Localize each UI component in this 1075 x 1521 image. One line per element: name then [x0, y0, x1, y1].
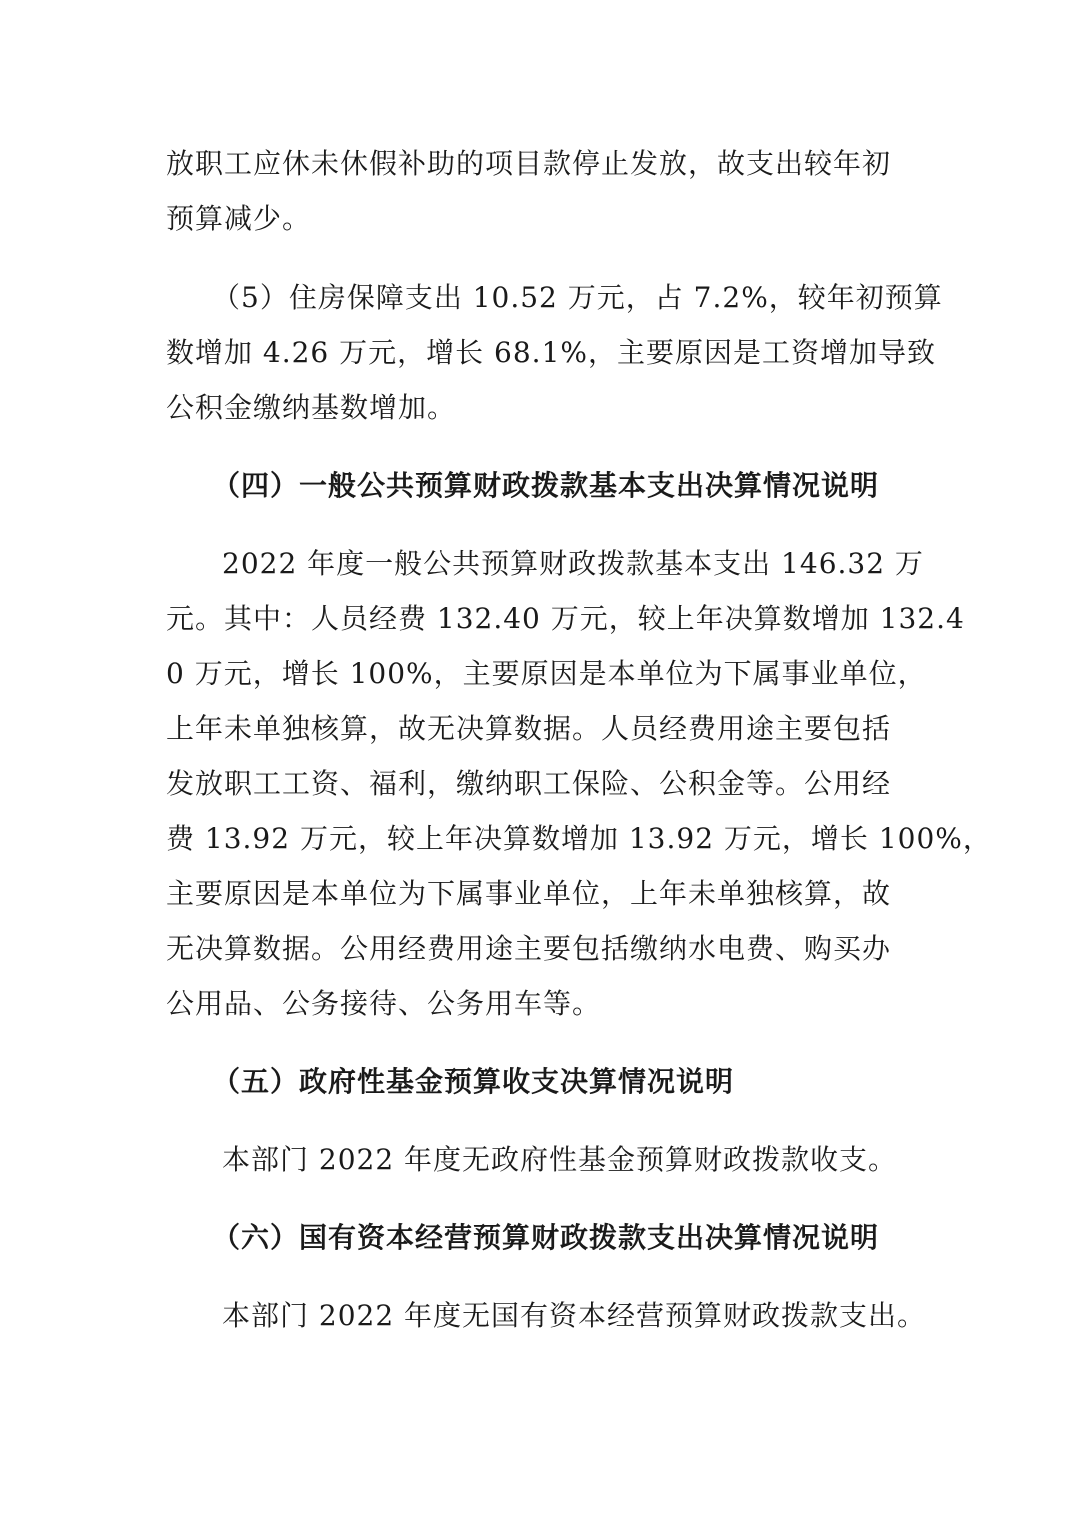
paragraph-line: 公积金缴纳基数增加。 [166, 391, 457, 424]
paragraph-line: 预算减少。 [166, 202, 312, 235]
paragraph-line: 本部门 2022 年度无政府性基金预算财政拨款收支。 [222, 1143, 898, 1176]
section-heading-4: （四）一般公共预算财政拨款基本支出决算情况说明 [212, 469, 880, 502]
paragraph-line: 主要原因是本单位为下属事业单位，上年未单独核算，故 [166, 877, 892, 910]
paragraph-line: 无决算数据。公用经费用途主要包括缴纳水电费、购买办 [166, 932, 892, 965]
section-heading-5: （五）政府性基金预算收支决算情况说明 [212, 1065, 735, 1098]
paragraph-line: 发放职工工资、福利，缴纳职工保险、公积金等。公用经 [166, 767, 892, 800]
paragraph-line: 上年未单独核算，故无决算数据。人员经费用途主要包括 [166, 712, 892, 745]
paragraph-line: 2022 年度一般公共预算财政拨款基本支出 146.32 万 [222, 547, 924, 580]
paragraph-line: 本部门 2022 年度无国有资本经营预算财政拨款支出。 [222, 1299, 927, 1332]
paragraph-line: 元。其中：人员经费 132.40 万元，较上年决算数增加 132.4 [166, 602, 965, 635]
paragraph-line: 放职工应休未休假补助的项目款停止发放，故支出较年初 [166, 147, 892, 180]
paragraph-line: 数增加 4.26 万元，增长 68.1%，主要原因是工资增加导致 [166, 336, 936, 369]
paragraph-line: 费 13.92 万元，较上年决算数增加 13.92 万元，增长 100%， [166, 822, 992, 855]
paragraph-line: 公用品、公务接待、公务用车等。 [166, 987, 602, 1020]
paragraph-line: （5）住房保障支出 10.52 万元，占 7.2%，较年初预算 [212, 281, 943, 314]
section-heading-6: （六）国有资本经营预算财政拨款支出决算情况说明 [212, 1221, 880, 1254]
paragraph-line: 0 万元，增长 100%，主要原因是本单位为下属事业单位， [166, 657, 927, 690]
